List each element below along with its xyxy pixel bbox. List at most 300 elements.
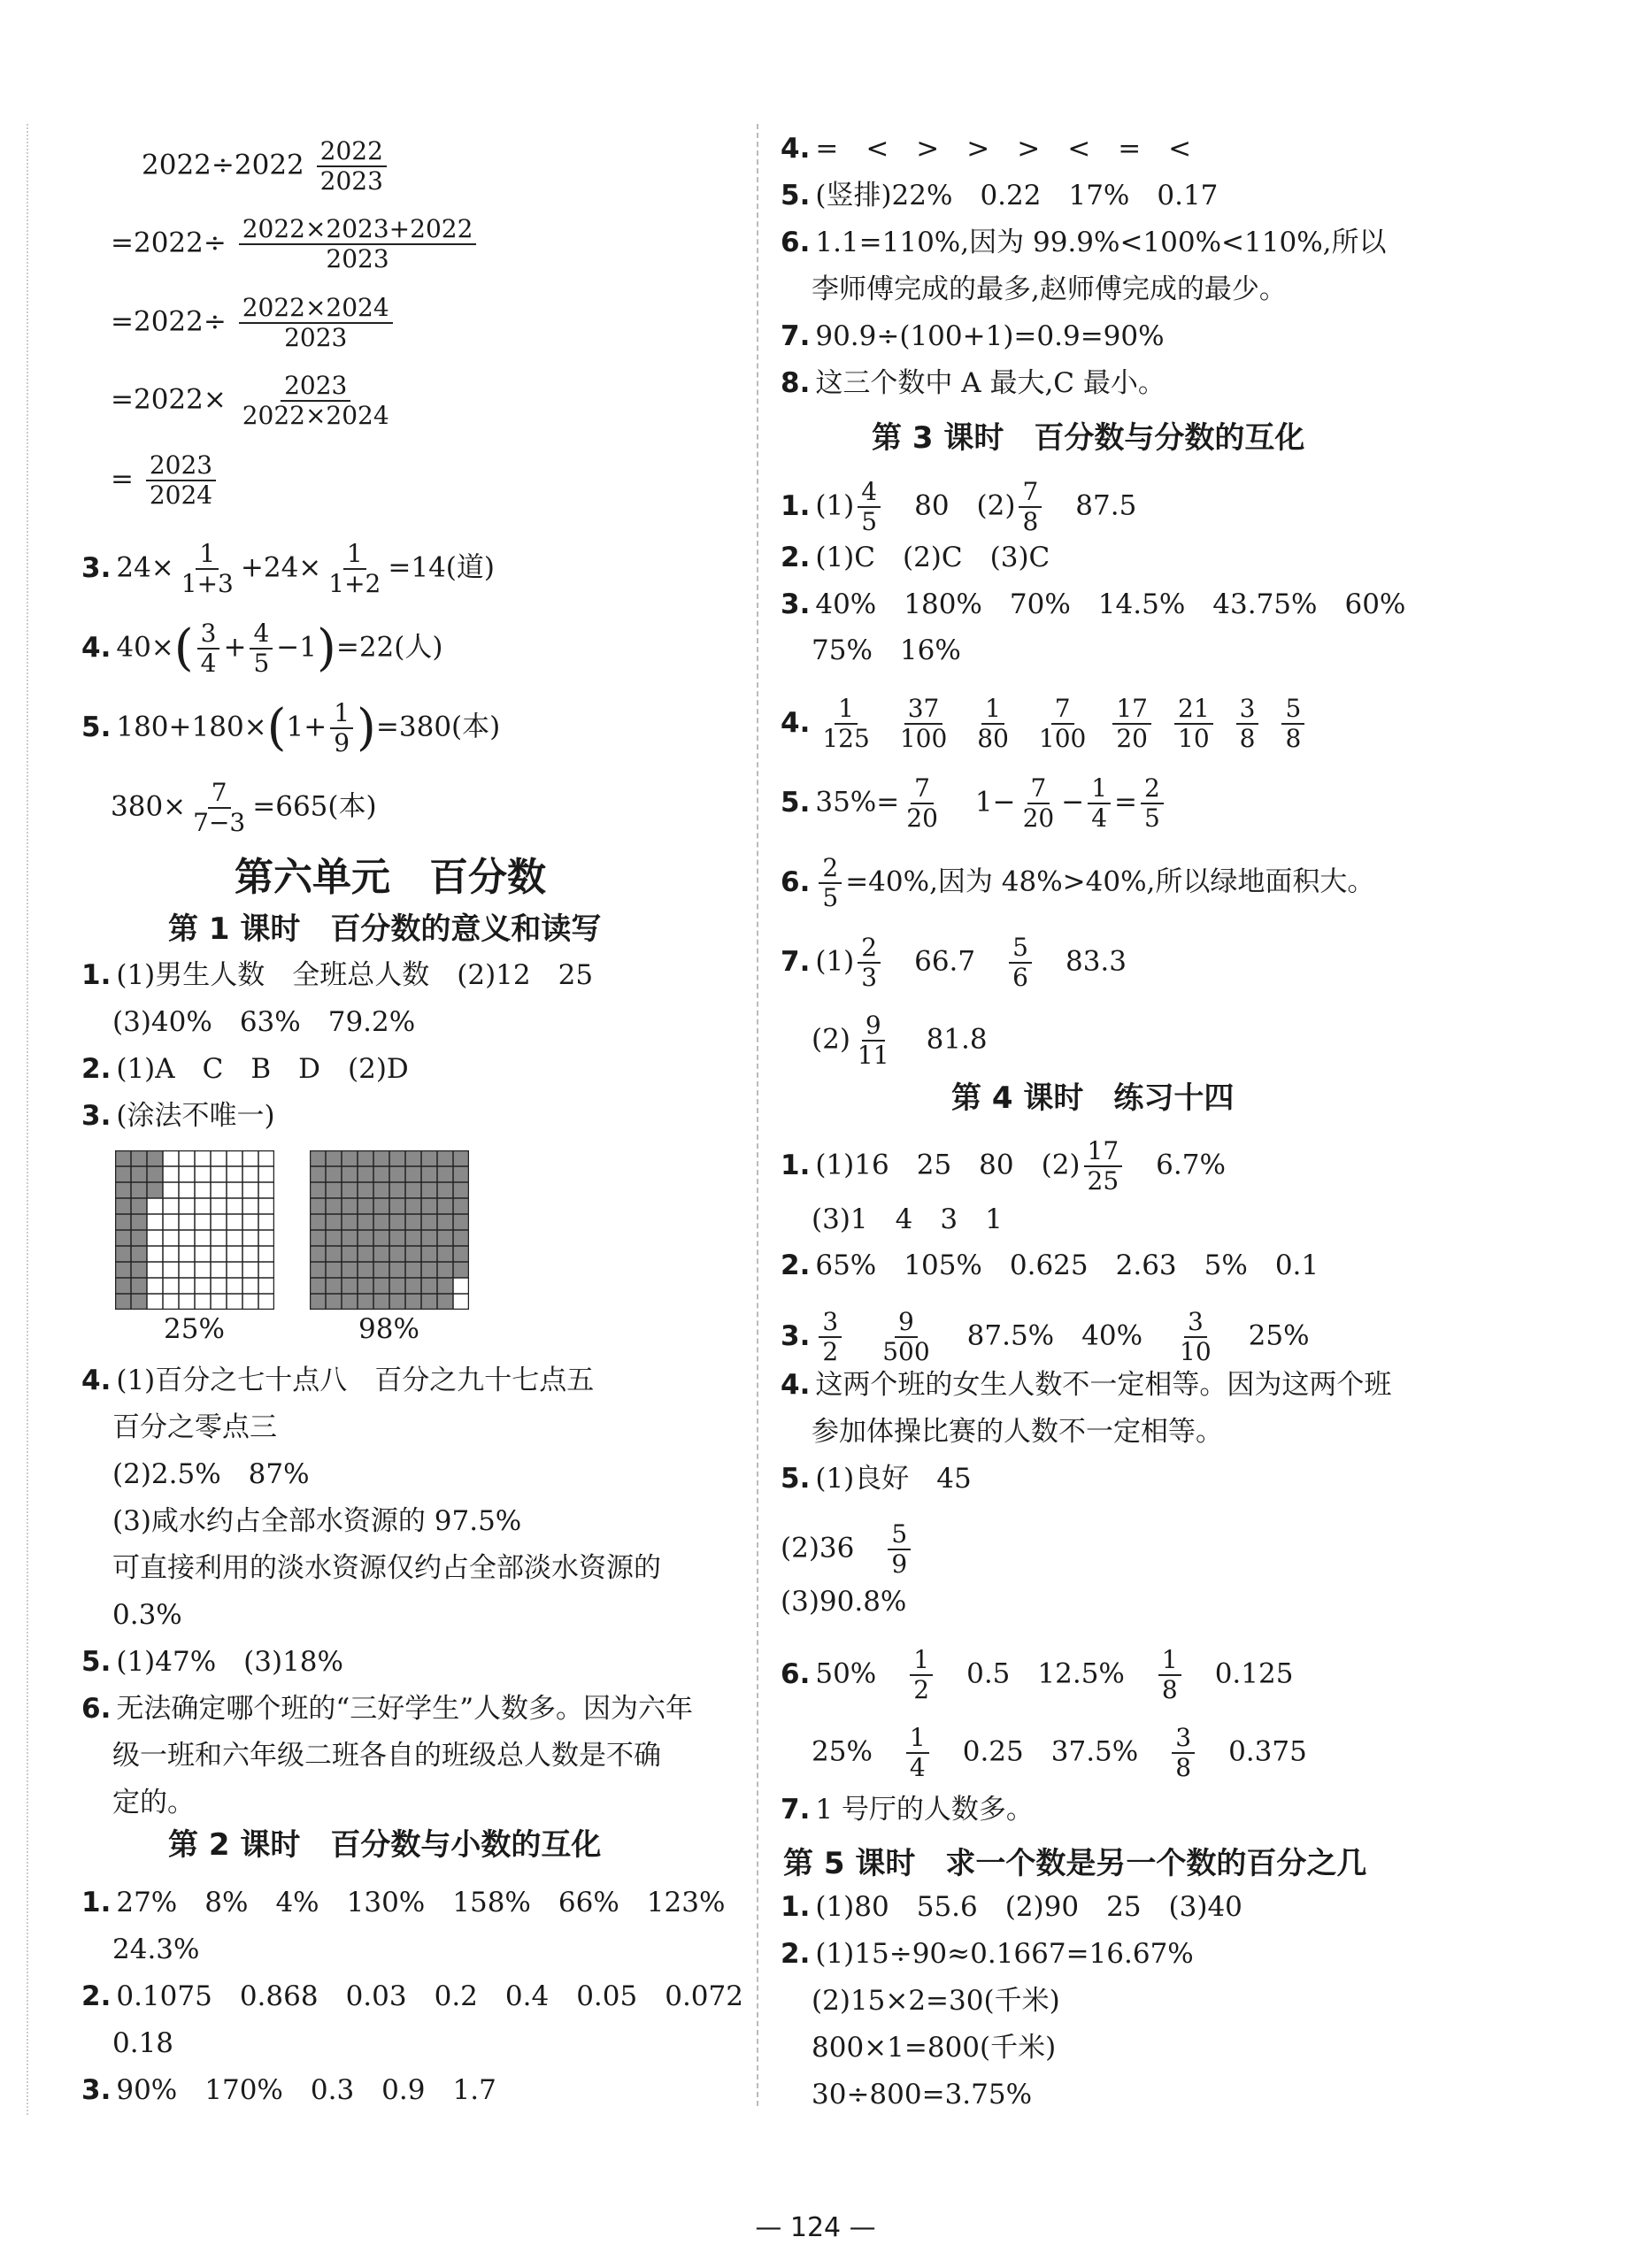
question-number: 3. [81,1100,112,1132]
denominator: 4 [1091,803,1108,833]
l4-answer-7 [781,1792,1034,1827]
text: − [1061,786,1085,819]
numerator: 7 [208,779,231,809]
hundred-grid [310,1150,469,1310]
numerator: 37 [904,695,943,725]
numerator: 2022×2024 [239,294,393,324]
answer-line [812,2030,1056,2065]
text: 0.25 37.5% [962,1735,1139,1768]
numerator: 1 [343,540,366,570]
text: 1− [974,786,1016,819]
fraction [896,695,950,753]
denominator: 11 [857,1041,889,1070]
fraction [250,619,273,678]
numerator: 2 [858,934,881,964]
fraction [1084,1137,1123,1196]
answer-text: 定的。 [112,1787,195,1818]
fraction [239,215,477,273]
text: =665(本) [252,790,377,823]
calc-text: =2022÷ [111,305,227,338]
question-number: 2. [781,542,811,573]
question-number: 2. [81,1053,112,1085]
text: (1)C (2)C (3)C [815,542,1050,573]
answer-text: = < > > > < = < [815,133,1192,165]
question-number: 4. [781,1369,811,1401]
lesson-3-title: 第 3 课时 百分数与分数的互化 [872,420,1305,456]
text: 25% [1248,1319,1310,1352]
denominator: 3 [861,963,878,992]
answer-text: 90% 170% 0.3 0.9 1.7 [116,2074,496,2106]
answer-line [112,1410,277,1445]
numerator: 7 [1019,478,1042,508]
question-number: 3. [781,1319,811,1352]
text: (1) [815,489,855,522]
answer-line [781,1367,1391,1403]
l4-answer-1b [812,1202,1003,1237]
fraction [1019,774,1058,833]
question-number: 5. [781,1463,811,1495]
answer-5 [81,699,500,757]
fraction [1088,774,1111,833]
denominator: 125 [822,724,870,753]
denominator: 8 [1175,1753,1192,1782]
question-number: 1. [81,1887,112,1918]
question-number: 6. [781,1657,811,1690]
text: 380× [111,790,187,823]
question-number: 4. [781,706,811,739]
denominator: 8 [1239,724,1256,753]
text: 50% [815,1657,877,1690]
answer-line [812,2077,1032,2112]
numerator: 2023 [146,451,216,481]
page-number: — 124 — [755,2212,876,2243]
text: =22(人) [335,631,443,664]
question-number: 1. [781,1891,811,1923]
numerator: 3 [1172,1724,1195,1754]
text: 87.5% 40% [966,1319,1143,1352]
answer-text: 参加体操比赛的人数不一定相等。 [812,1416,1223,1448]
l3-answer-3 [781,587,1405,622]
denominator: 7−3 [193,808,246,837]
l3-answer-1 [781,478,1136,536]
calc-text: =2022× [111,383,227,416]
denominator: 5 [822,883,839,912]
text: + [223,631,247,664]
answer-line [81,1363,594,1398]
denominator: 10 [1180,1337,1212,1366]
l3-answer-3b [812,633,961,668]
denominator: 100 [899,724,948,753]
text: 35%= [815,786,900,819]
answer-line [81,957,593,993]
numerator: 3 [819,1308,842,1338]
answer-text: (1)良好 45 [815,1463,972,1495]
fraction [858,934,881,992]
fraction [819,854,842,912]
paren: ) [316,619,336,677]
question-number: 6. [81,1693,112,1725]
question-number: 5. [81,1646,112,1678]
denominator: 80 [977,724,1009,753]
numerator: 1 [981,695,1004,725]
answer-line [81,1691,693,1726]
numerator: 17 [1084,1137,1123,1167]
answer-text: 0.1075 0.868 0.03 0.2 0.4 0.05 0.072 [116,1980,743,2012]
numerator: 1 [1088,774,1111,804]
lesson-2-title: 第 2 课时 百分数与小数的互化 [168,1827,602,1863]
grid-25-percent [115,1150,274,1313]
answer-text: 30÷800=3.75% [812,2079,1033,2110]
question-number: 3. [81,551,112,584]
l4-answer-2 [781,1248,1319,1283]
answer-text: 0.3% [112,1599,182,1631]
answer-text: 这三个数中 A 最大,C 最小。 [815,367,1166,399]
lesson-4-title: 第 4 课时 练习十四 [951,1080,1235,1116]
answer-line [112,1785,195,1820]
fraction [819,695,873,753]
numerator: 5 [1281,695,1304,725]
question-number: 3. [81,2074,112,2106]
question-number: 7. [781,320,811,352]
question-number: 2. [781,1249,811,1281]
answer-line [812,1414,1223,1449]
question-number: 4. [81,1365,112,1396]
text: 0.125 [1214,1657,1294,1690]
answer-line [112,2026,173,2061]
numerator: 4 [858,478,881,508]
answer-line [112,1550,661,1586]
fraction [325,540,384,598]
lesson-5-title: 第 5 课时 求一个数是另一个数的百分之几 [783,1846,1367,1881]
numerator: 7 [1051,695,1074,725]
question-number: 5. [781,180,811,211]
question-number: 1. [81,959,112,991]
text: 25% [812,1735,873,1768]
text: 75% 16% [812,634,961,666]
question-number: 7. [781,945,811,978]
answer-line [112,1457,310,1492]
answer-line [781,178,1218,213]
fraction [197,619,220,678]
answer-text: 李师傅完成的最多,赵师傅完成的最少。 [812,273,1287,305]
fraction [879,1308,933,1366]
answer-text: (1)A C B D (2)D [116,1053,409,1085]
question-number: 5. [81,711,112,743]
shaded-region [147,1150,163,1198]
answer-line [112,1738,661,1773]
text: 40× [116,631,174,664]
question-number: 1. [781,1149,811,1181]
answer-text: (3)40% 63% 79.2% [112,1006,416,1038]
calc-line-1 [142,137,390,196]
numerator: 9 [895,1308,918,1338]
fraction [317,137,387,196]
l4-answer-1 [781,1137,1226,1196]
numerator: 7 [1027,774,1050,804]
denominator: 2 [913,1675,930,1704]
question-number: 1. [781,489,811,522]
answer-line [81,2072,496,2108]
text: (1)16 25 80 (2) [815,1149,1081,1181]
calc-line-5 [111,451,219,510]
l3-answer-4 [781,695,1324,753]
paren: ( [173,619,194,677]
answer-text: 0.18 [112,2027,174,2059]
numerator: 3 [197,619,220,650]
answer-text: (涂法不唯一) [116,1100,275,1132]
page-edge [27,124,28,2115]
denominator: 1+3 [181,569,234,598]
question-number: 5. [781,786,811,819]
answer-line [812,272,1287,307]
fraction [1172,1724,1195,1782]
answer-4 [81,619,442,678]
text: 1 号厅的人数多。 [815,1794,1034,1826]
denominator: 8 [1285,724,1302,753]
denominator: 2023 [326,244,389,273]
text: (3)90.8% [781,1586,907,1618]
fraction [1009,934,1032,992]
answer-text: 级一班和六年级二班各自的班级总人数是不确 [112,1740,661,1772]
numerator: 4 [250,619,273,650]
answer-text: 27% 8% 4% 130% 158% 66% 123% [116,1887,726,1918]
numerator: 21 [1174,695,1213,725]
hundred-grid [115,1150,274,1310]
text: 0.5 12.5% [966,1657,1125,1690]
denominator: 500 [882,1337,930,1366]
numerator: 5 [888,1520,911,1550]
denominator: 1+2 [328,569,381,598]
fraction [1281,695,1304,753]
answer-line [112,1503,521,1539]
question-number: 4. [781,133,811,165]
numerator: 5 [1009,934,1032,964]
fraction [1174,695,1213,753]
text: 81.8 [926,1023,988,1056]
grid-98-percent [310,1150,469,1313]
calc-line-3 [111,294,396,352]
paren: ( [266,699,287,757]
numerator: 7 [911,774,934,804]
l4-answer-6b [812,1724,1307,1782]
l4-answer-5b [781,1520,914,1579]
text: = [1114,786,1138,819]
answer-line [81,1051,409,1087]
answer-text: (1)百分之七十点八 百分之九十七点五 [116,1365,595,1396]
numerator: 1 [906,1724,929,1754]
answer-line [781,1889,1242,1925]
l4-answer-3 [781,1308,1310,1366]
fraction [239,294,393,352]
text: −1 [276,631,317,664]
denominator: 5 [861,507,878,536]
numerator: 9 [862,1011,885,1042]
fraction [1176,1308,1215,1366]
denominator: 8 [1161,1675,1178,1704]
numerator: 17 [1112,695,1151,725]
numerator: 2 [819,854,842,884]
question-number: 6. [781,865,811,898]
answer-text: (1)男生人数 全班总人数 (2)12 25 [116,959,594,991]
denominator: 2 [822,1337,839,1366]
text: 66.7 [914,945,976,978]
fraction [973,695,1012,753]
denominator: 2024 [149,481,213,510]
numerator: 1 [330,699,353,729]
question-number: 4. [81,631,112,664]
answer-text: 无法确定哪个班的“三好学生”人数多。因为六年 [116,1693,694,1725]
fraction [330,699,353,757]
answer-text: 1.1=110%,因为 99.9%<100%<110%,所以 [815,227,1387,258]
denominator: 6 [1012,963,1028,992]
answer-line [812,1983,1060,2018]
answer-line [112,1932,199,1967]
grid-label: 25% [164,1313,225,1345]
answer-line [81,1098,275,1134]
text: (2)36 [781,1532,855,1565]
calc-text: = [111,463,134,496]
numerator: 1 [196,540,219,570]
answer-line [781,131,1191,166]
calc-line-4 [111,372,396,430]
fraction [1141,774,1164,833]
denominator: 20 [1022,803,1055,833]
answer-text: (1)15÷90≈0.1667=16.67% [815,1938,1194,1970]
fraction [1236,695,1259,753]
answer-line [781,319,1165,354]
answer-text: (1)80 55.6 (2)90 25 (3)40 [815,1891,1242,1923]
denominator: 25 [1087,1166,1119,1196]
text: (1) [815,945,855,978]
question-number: 2. [781,1938,811,1970]
text: 80 (2) [914,489,1016,522]
numerator: 2022 [317,137,387,167]
page-number-text: 124 [789,2212,842,2243]
question-number: 3. [781,588,811,620]
fraction [903,774,942,833]
fraction [858,478,881,536]
text: (2) [812,1023,850,1056]
numerator: 3 [1184,1308,1207,1338]
question-number: 8. [781,367,811,399]
numerator: 3 [1236,695,1259,725]
fraction [1019,478,1042,536]
text: (3)1 4 3 1 [812,1203,1003,1235]
answer-line [112,1597,182,1633]
text: 1+ [286,711,327,743]
denominator: 100 [1038,724,1087,753]
numerator: 2023 [281,372,350,402]
denominator: 5 [1144,803,1160,833]
fraction [910,1646,933,1704]
answer-line [781,365,1166,401]
text: 24× [116,551,174,584]
answer-text: (竖排)22% 0.22 17% 0.17 [815,180,1219,211]
denominator: 2023 [319,166,383,196]
text: =40%,因为 48%>40%,所以绿地面积大。 [845,865,1375,898]
l4-answer-6 [781,1646,1293,1704]
text: 83.3 [1065,945,1127,978]
fraction [1158,1646,1181,1704]
text: =380(本) [375,711,501,743]
calc-text: =2022÷ [111,227,227,259]
l3-answer-7b [812,1011,988,1070]
answer-text: 800×1=800(千米) [812,2032,1057,2064]
answer-line [81,1979,743,2014]
unit-title: 第六单元 百分数 [235,855,546,900]
fraction [906,1724,929,1782]
denominator: 20 [906,803,938,833]
denominator: 4 [909,1753,926,1782]
answer-text: (2)2.5% 87% [112,1458,310,1490]
denominator: 8 [1022,507,1039,536]
fraction [178,540,237,598]
answer-line [81,1885,725,1920]
numerator: 2 [1141,774,1164,804]
text: 6.7% [1156,1149,1226,1181]
answer-line [781,1461,972,1496]
answer-line [112,1004,415,1040]
answer-text: (1)47% (3)18% [116,1646,343,1678]
denominator: 5 [253,649,270,678]
answer-text: 这两个班的女生人数不一定相等。因为这两个班 [815,1369,1392,1401]
answer-text: (2)15×2=30(千米) [812,1985,1060,2017]
answer-text: 90.9÷(100+1)=0.9=90% [815,320,1165,352]
l3-answer-2 [781,540,1050,575]
question-number: 2. [81,1980,112,2012]
text: 0.375 [1228,1735,1307,1768]
answer-line [781,1936,1194,1972]
text: 40% 180% 70% 14.5% 43.75% 60% [815,588,1406,620]
question-number: 6. [781,227,811,258]
text: =14(道) [388,551,495,584]
numerator: 2022×2023+2022 [239,215,477,245]
denominator: 4 [200,649,217,678]
answer-line [781,225,1387,260]
fraction [146,451,216,510]
answer-text: 24.3% [112,1934,200,1965]
calc-text: 2022÷2022 [142,149,304,181]
column-divider [757,124,758,2106]
text: +24× [240,551,322,584]
question-number: 7. [781,1794,811,1826]
fraction [239,372,393,430]
fraction [888,1520,911,1579]
numerator: 1 [910,1646,933,1676]
denominator: 2023 [284,323,348,352]
answer-5-line-2 [111,779,377,837]
l3-answer-6 [781,854,1374,912]
fraction [854,1011,893,1070]
numerator: 1 [835,695,858,725]
answer-line [81,1644,343,1680]
numerator: 1 [1158,1646,1181,1676]
grid-label: 98% [358,1313,419,1345]
denominator: 9 [891,1549,908,1579]
answer-3 [81,540,495,598]
denominator: 2022×2024 [242,401,389,430]
paren: ) [357,699,376,757]
denominator: 9 [334,728,350,757]
l4-answer-5c [781,1584,906,1619]
lesson-1-title: 第 1 课时 百分数的意义和读写 [168,911,602,947]
fraction [189,779,249,837]
answer-text: (3)咸水约占全部水资源的 97.5% [112,1505,522,1537]
l3-answer-7 [781,934,1127,992]
text: 65% 105% 0.625 2.63 5% 0.1 [815,1249,1319,1281]
calc-line-2 [111,215,480,273]
fraction [819,1308,842,1366]
